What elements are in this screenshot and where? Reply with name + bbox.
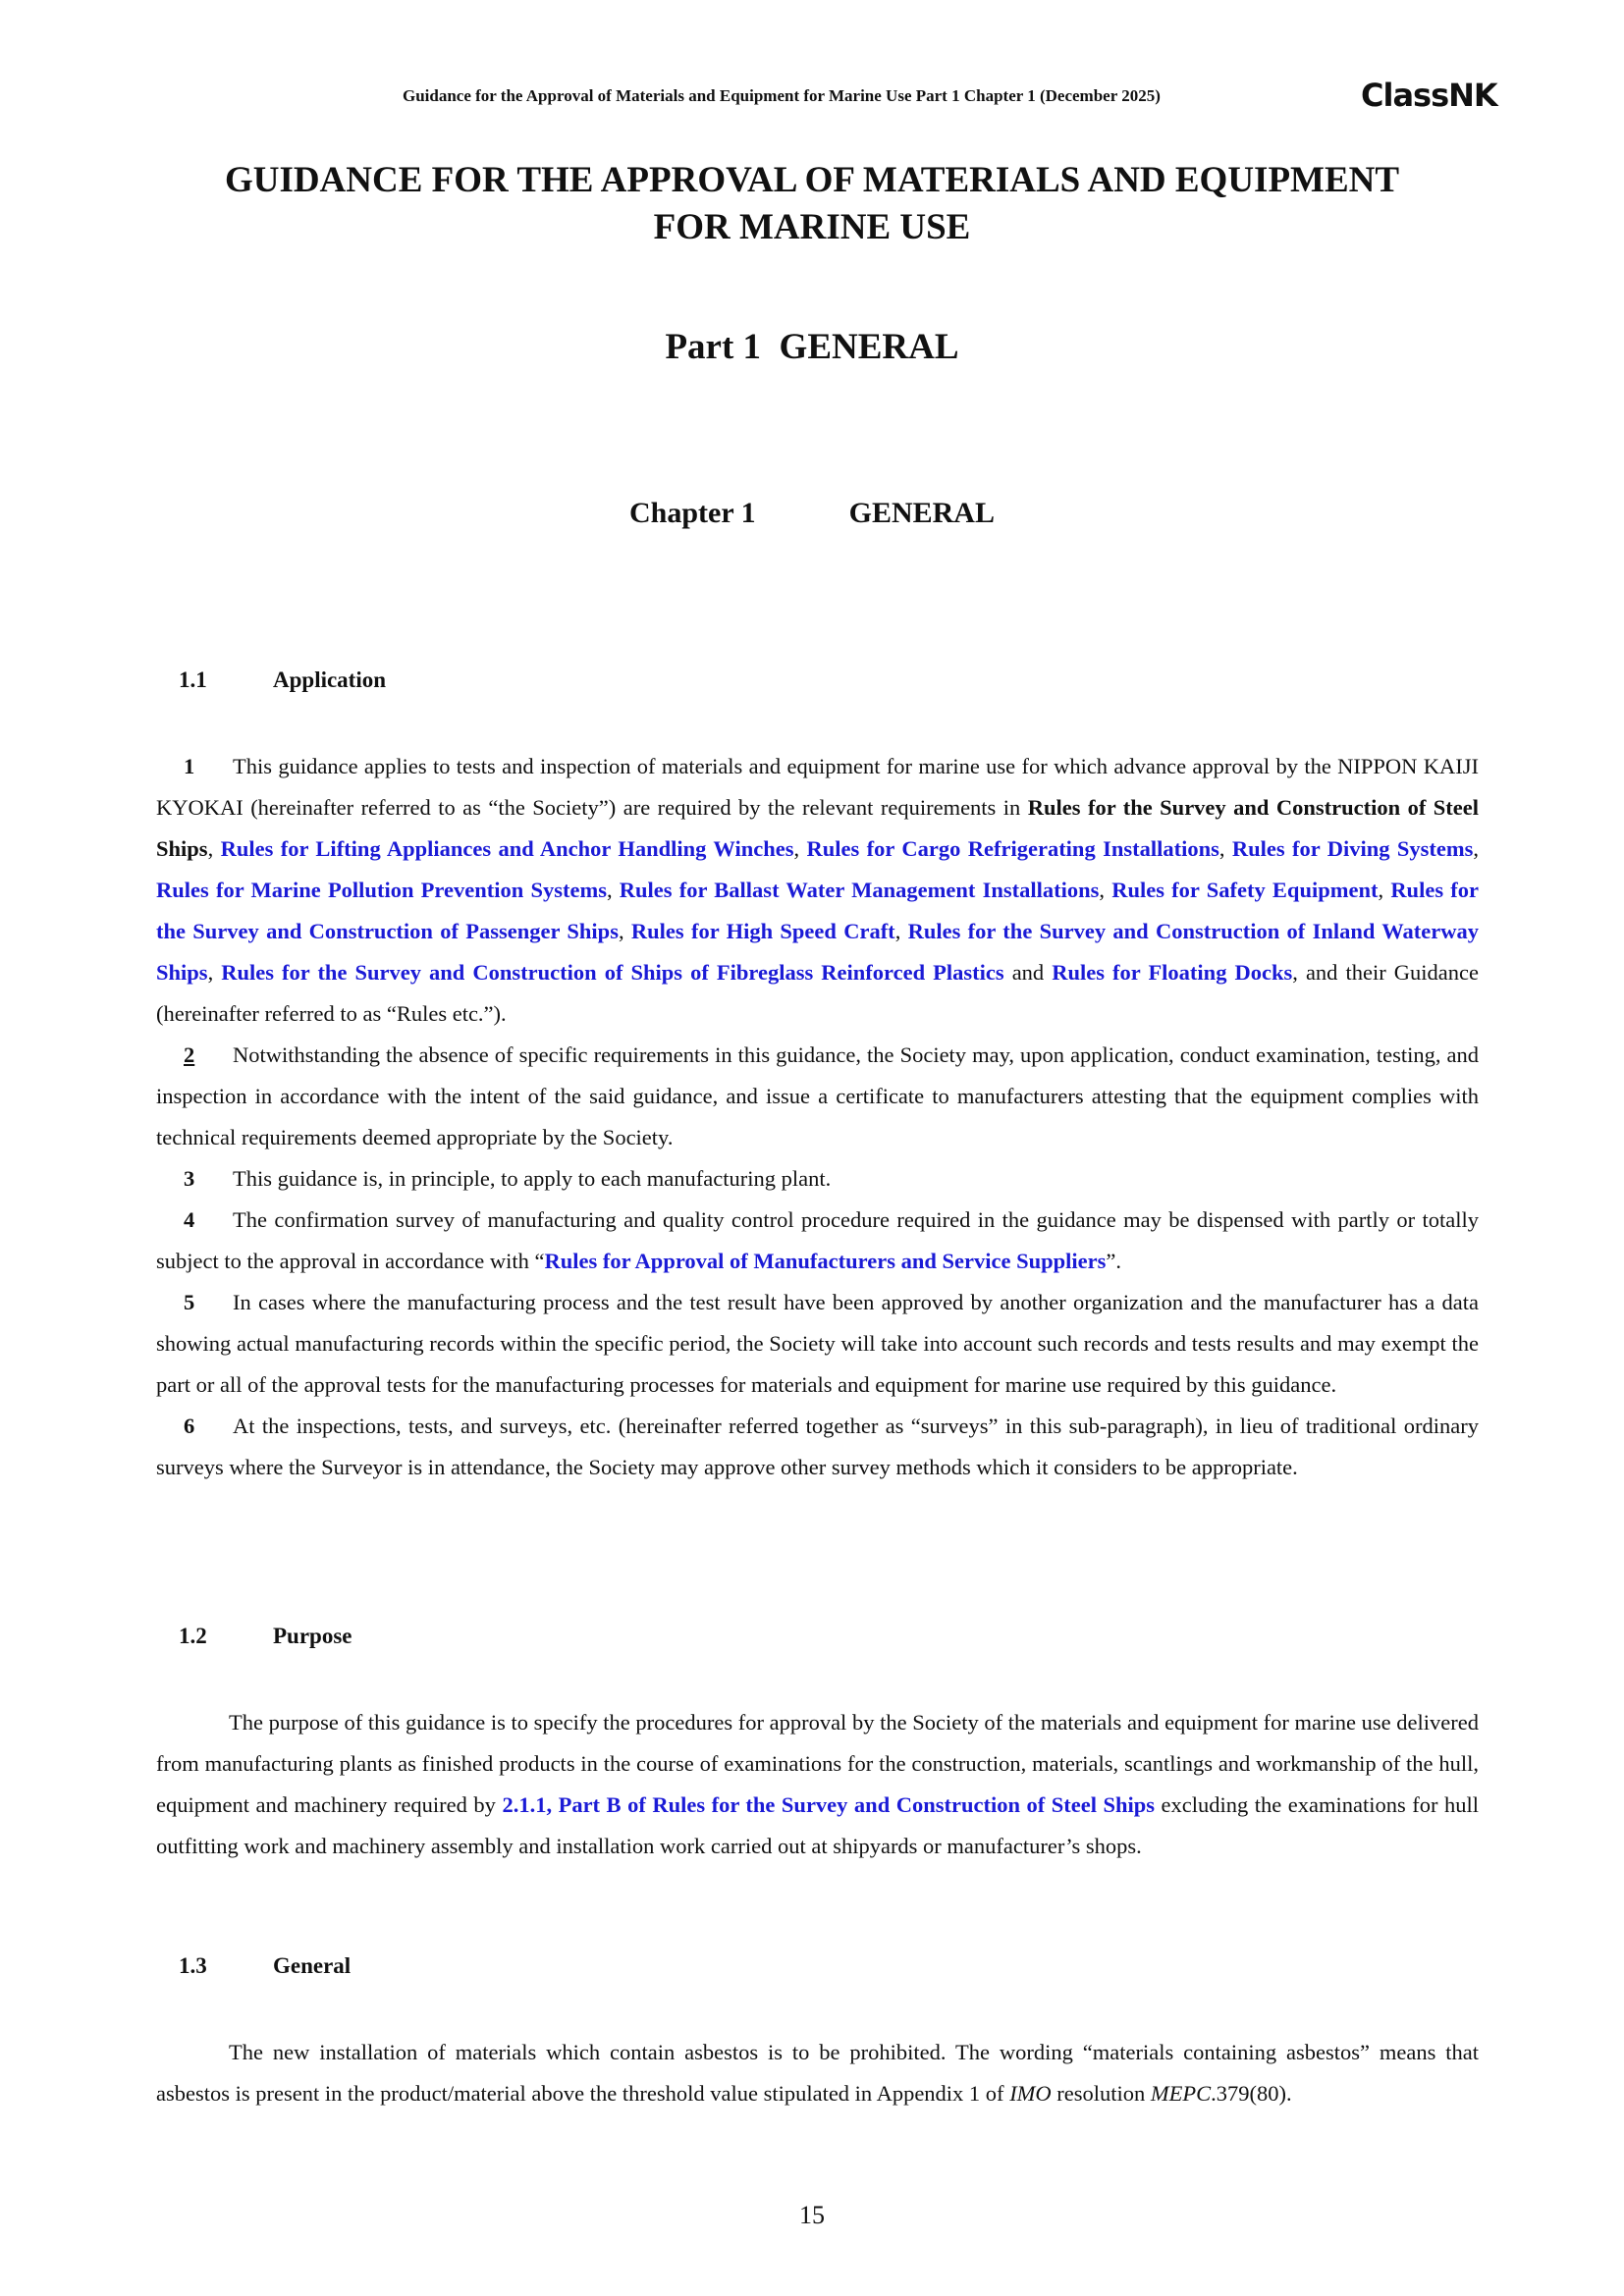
classnk-logo: ClassNK bbox=[1361, 77, 1497, 114]
section-title: Purpose bbox=[273, 1624, 352, 1648]
document-title-line-2: FOR MARINE USE bbox=[653, 207, 971, 247]
purpose-paragraph bbox=[156, 1702, 1479, 1867]
section-title: Application bbox=[273, 667, 387, 692]
paragraph-text: The confirmation survey of manufacturing and quality control procedure required in the guidance may be dispensed with partly or totally subject to the approval in accordance with “ bbox=[156, 1207, 1479, 1273]
section-number: 1.1 bbox=[179, 667, 207, 692]
paragraph-text: The purpose of this guidance is to specify the procedures for approval by the Society of the materials and equipment for marine use delivered from manufacturing plants as finished products in the course of examinations for the construction, materials, scantlings and workmanship of the hull, equipment and machinery required by bbox=[156, 1710, 1479, 1817]
link-approval-of-manufacturers[interactable]: Rules for Approval of Manufacturers and Service Suppliers bbox=[544, 1249, 1107, 1273]
link-passenger-ships[interactable]: Rules for the Survey and Construction of Passenger Ships bbox=[156, 878, 1480, 943]
mepc-abbreviation: MEPC bbox=[1150, 2081, 1212, 2106]
paragraph-number: 3 bbox=[184, 1166, 195, 1191]
running-header-title: Guidance for the Approval of Materials and Equipment for Marine Use Part 1 Chapter 1 (December 2025) bbox=[403, 86, 1161, 105]
section-body-general bbox=[156, 2032, 1479, 2114]
paragraph-text: At the inspections, tests, and surveys, etc. (hereinafter referred together as “surveys” in this sub-paragraph), in lieu of traditional ordinary surveys where the Surveyor is in attendance, the Society may approve other survey methods which it considers to be appropriate. bbox=[156, 1414, 1479, 1479]
link-cargo-refrigerating[interactable]: Rules for Cargo Refrigerating Installations bbox=[806, 836, 1219, 861]
section-heading-general bbox=[179, 1953, 351, 1979]
section-title: General bbox=[273, 1953, 352, 1978]
separator: , bbox=[793, 836, 807, 861]
paragraph-6 bbox=[156, 1406, 1479, 1488]
paragraph-text: In cases where the manufacturing process and the test result have been approved by another organization and the manufacturer has a data showing actual manufacturing records within the specific period, the Society will take into account such records and tests results and may exempt the part or all of the approval tests for the manufacturing processes for materials and equipment for marine use required by this guidance. bbox=[156, 1290, 1479, 1397]
link-fibreglass-ships[interactable]: Rules for the Survey and Construction of Ships of Fibreglass Reinforced Plastics bbox=[221, 960, 1004, 985]
paragraph-3 bbox=[156, 1158, 1479, 1200]
section-heading-application bbox=[179, 667, 386, 693]
separator: , bbox=[1218, 836, 1232, 861]
paragraph-2 bbox=[156, 1035, 1479, 1158]
page-number: 15 bbox=[799, 2201, 825, 2229]
link-lifting-appliances[interactable]: Rules for Lifting Appliances and Anchor Handling Winches bbox=[220, 836, 794, 861]
separator: , bbox=[1473, 836, 1480, 861]
paragraph-5 bbox=[156, 1282, 1479, 1406]
paragraph-1 bbox=[156, 746, 1479, 1035]
paragraph-text: excluding the examinations for hull outfitting work and machinery assembly and installation work carried out at shipyards or manufacturer’s shops. bbox=[156, 1792, 1479, 1858]
separator: , bbox=[1378, 878, 1391, 902]
paragraph-4 bbox=[156, 1200, 1479, 1282]
paragraph-text: resolution bbox=[1051, 2081, 1151, 2106]
paragraph-text: This guidance is, in principle, to apply to each manufacturing plant. bbox=[233, 1166, 832, 1191]
separator: , bbox=[618, 919, 631, 943]
paragraph-number: 5 bbox=[184, 1290, 195, 1314]
paragraph-text: .379(80). bbox=[1211, 2081, 1292, 2106]
document-title-line-1: GUIDANCE FOR THE APPROVAL OF MATERIALS AND EQUIPMENT bbox=[224, 160, 1400, 200]
part-title: Part 1 GENERAL bbox=[665, 327, 959, 367]
paragraph-number: 4 bbox=[184, 1207, 195, 1232]
link-safety-equipment[interactable]: Rules for Safety Equipment bbox=[1111, 878, 1379, 902]
section-body-purpose bbox=[156, 1702, 1479, 1867]
separator: , bbox=[1099, 878, 1112, 902]
document-title bbox=[0, 157, 1624, 251]
separator: , bbox=[207, 836, 221, 861]
section-body-application bbox=[156, 746, 1479, 1488]
paragraph-text: ”. bbox=[1106, 1249, 1121, 1273]
link-marine-pollution[interactable]: Rules for Marine Pollution Prevention Systems bbox=[156, 878, 607, 902]
paragraph-text: Notwithstanding the absence of specific requirements in this guidance, the Society may, upon application, conduct examination, testing, and inspection in accordance with the intent of the said guidance, and issue a certificate to manufacturers attesting that the equipment complies with technical requirements deemed appropriate by the Society. bbox=[156, 1042, 1479, 1149]
link-high-speed-craft[interactable]: Rules for High Speed Craft bbox=[630, 919, 895, 943]
link-diving-systems[interactable]: Rules for Diving Systems bbox=[1231, 836, 1474, 861]
chapter-title bbox=[0, 497, 1624, 530]
rule-reference-steel-ships: Rules for the Survey and Construction of Steel Ships bbox=[156, 795, 1479, 861]
paragraph-text: This guidance applies to tests and inspection of materials and equipment for marine use for which advance approval by the NIPPON KAIJI KYOKAI (hereinafter referred to as “the Society”) are required by the relevant requirements in bbox=[156, 754, 1479, 820]
paragraph-text: The new installation of materials which contain asbestos is to be prohibited. The wording “materials containing asbestos” means that asbestos is present in the product/material above the threshold value stipulated in Appendix 1 of bbox=[156, 2040, 1479, 2106]
imo-abbreviation: IMO bbox=[1009, 2081, 1052, 2106]
link-inland-waterway[interactable]: Rules for the Survey and Construction of Inland Waterway Ships bbox=[156, 919, 1480, 985]
link-floating-docks[interactable]: Rules for Floating Docks bbox=[1052, 960, 1293, 985]
conjunction: and bbox=[1003, 960, 1053, 985]
paragraph-number: 1 bbox=[184, 754, 195, 778]
general-paragraph bbox=[156, 2032, 1479, 2114]
link-steel-ships-2-1-1[interactable]: 2.1.1, Part B of Rules for the Survey and Construction of Steel Ships bbox=[502, 1792, 1156, 1817]
paragraph-number: 6 bbox=[184, 1414, 195, 1438]
separator: , bbox=[207, 960, 222, 985]
separator: , bbox=[894, 919, 908, 943]
chapter-number: Chapter 1 bbox=[629, 497, 756, 529]
link-ballast-water[interactable]: Rules for Ballast Water Management Installations bbox=[619, 878, 1100, 902]
section-number: 1.2 bbox=[179, 1624, 207, 1648]
section-number: 1.3 bbox=[179, 1953, 207, 1978]
chapter-name: GENERAL bbox=[848, 497, 995, 529]
separator: , bbox=[606, 878, 620, 902]
paragraph-number: 2 bbox=[184, 1042, 195, 1067]
section-heading-purpose bbox=[179, 1624, 352, 1649]
paragraph-text: , and their Guidance (hereinafter referred to as “Rules etc.”). bbox=[156, 960, 1479, 1026]
